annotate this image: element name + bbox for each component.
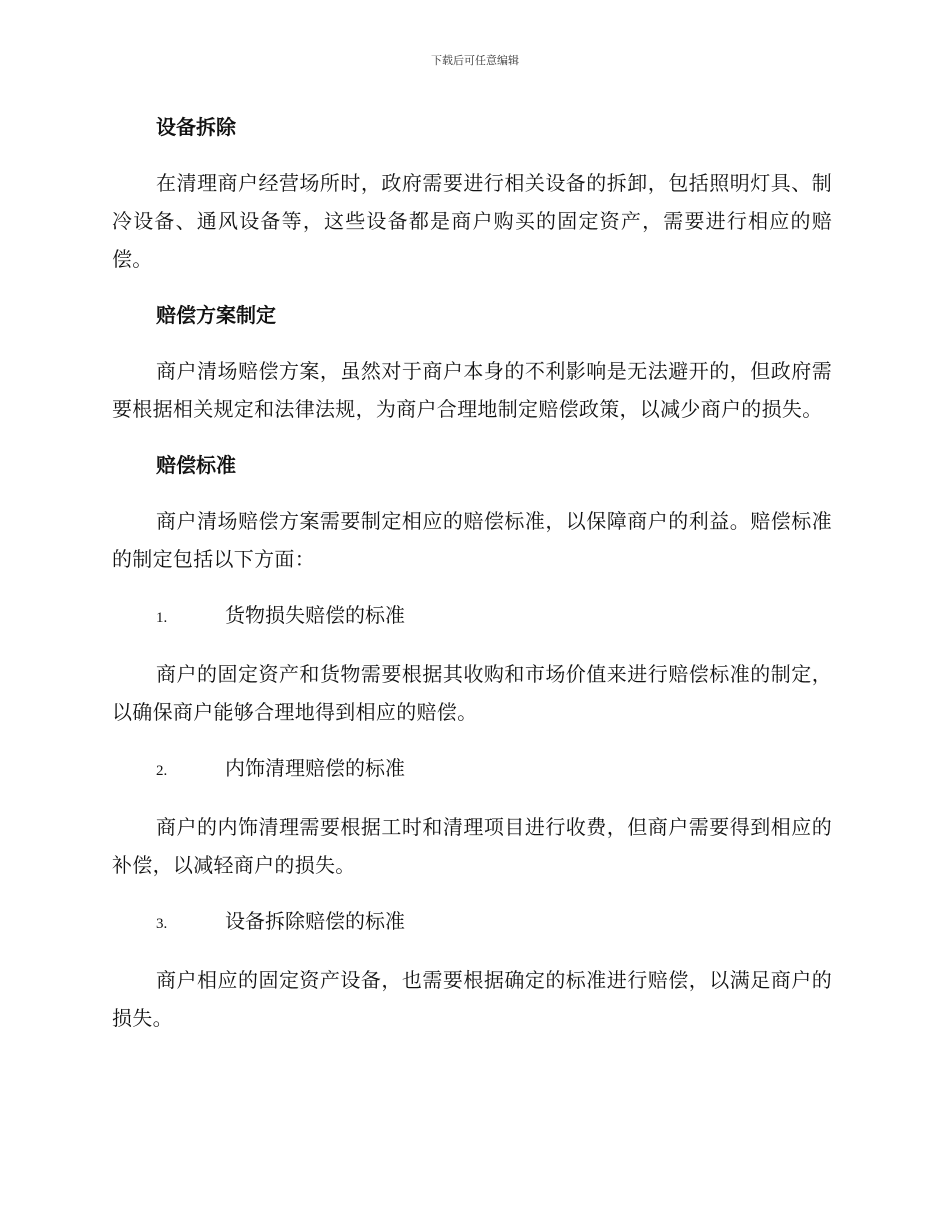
heading-standards: 赔偿标准 — [156, 453, 236, 477]
paragraph-goods-loss: 商户的固定资产和货物需要根据其收购和市场价值来进行赔偿标准的制定，以确保商户能够合理地得到相应的赔偿。 — [112, 662, 832, 724]
list-item-goods-loss — [112, 596, 832, 637]
heading-plan-making: 赔偿方案制定 — [156, 303, 276, 327]
list-item-interior-cleaning — [112, 749, 832, 790]
list-item-title: 货物损失赔偿的标准 — [225, 603, 405, 627]
list-item-equipment-removal — [112, 902, 832, 943]
paragraph-plan-making: 商户清场赔偿方案，虽然对于商户本身的不利影响是无法避开的，但政府需要根据相关规定和法律法规，为商户合理地制定赔偿政策，以减少商户的损失。 — [112, 359, 832, 421]
list-item-title: 设备拆除赔偿的标准 — [225, 909, 405, 933]
paragraph-interior-cleaning: 商户的内饰清理需要根据工时和清理项目进行收费，但商户需要得到相应的补偿，以减轻商户的损失。 — [112, 815, 832, 877]
document-body — [112, 108, 832, 1037]
list-number: 3. — [156, 916, 168, 932]
list-number: 1. — [156, 610, 168, 626]
header-note: 下载后可任意编辑 — [431, 54, 519, 67]
paragraph-standards: 商户清场赔偿方案需要制定相应的赔偿标准，以保障商户的利益。赔偿标准的制定包括以下方面： — [112, 509, 832, 571]
paragraph-equipment-removal: 在清理商户经营场所时，政府需要进行相关设备的拆卸，包括照明灯具、制冷设备、通风设备等，这些设备都是商户购买的固定资产，需要进行相应的赔偿。 — [112, 171, 832, 271]
heading-equipment-removal: 设备拆除 — [156, 115, 236, 139]
list-number: 2. — [156, 763, 168, 779]
paragraph-equipment-removal-standard: 商户相应的固定资产设备，也需要根据确定的标准进行赔偿，以满足商户的损失。 — [112, 968, 832, 1030]
list-item-title: 内饰清理赔偿的标准 — [225, 756, 405, 780]
